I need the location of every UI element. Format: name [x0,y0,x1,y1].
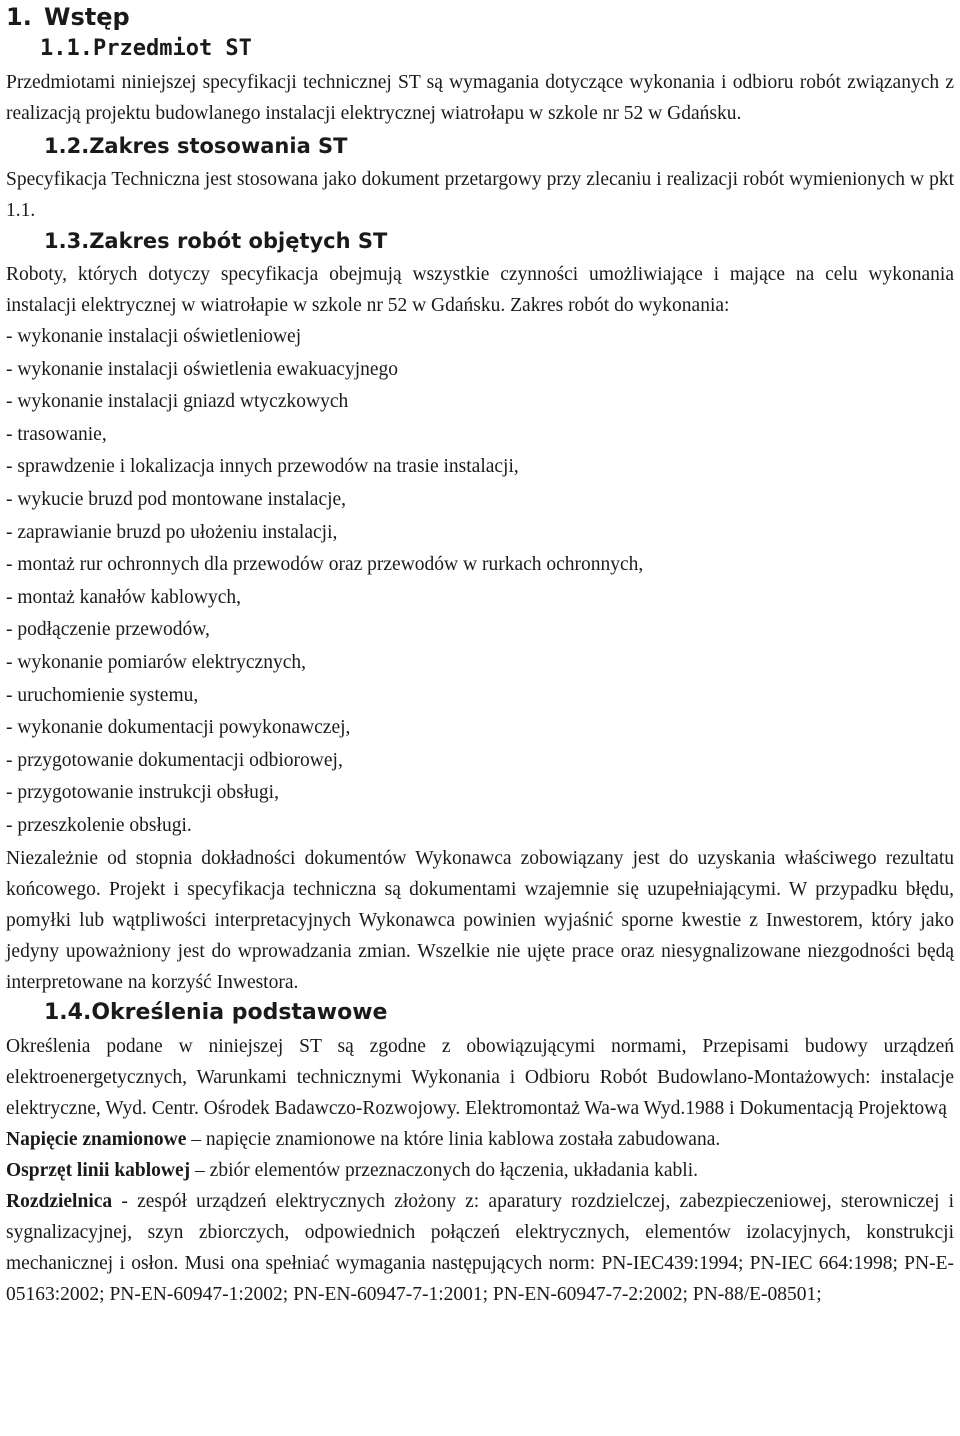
definition-term: Napięcie znamionowe [6,1128,187,1150]
definition-text: - zespół urządzeń elektrycznych złożony z: aparatury rozdzielczej, zabezpieczeniowej, sterowniczej i sygnalizacyjnej, szyn zbiorczych, odpowiednich połączeń elektrycznych, elementów izolacyjnych, konstrukcji mechanicznej i osłon. Musi ona spełniać wymagania następujących norm: PN-IEC439:1994; PN-IEC 664:1998; PN-E-05163:2002; PN-EN-60947-1:2002; PN-EN-60947-7-1:2001; PN-EN-60947-7-2:2002; PN-88/E-08501; [6,1190,954,1305]
definition-text: – napięcie znamionowe na które linia kablowa została zabudowana. [186,1128,721,1150]
list-item: - wykonanie instalacji oświetlenia ewakuacyjnego [6,358,399,380]
subsection-title: Przedmiot ST [92,36,252,61]
list-item: - przeszkolenie obsługi. [6,814,192,836]
subsection-number: 1.3. [44,229,90,253]
paragraph-closing: Niezależnie od stopnia dokładności dokumentów Wykonawca zobowiązany jest do uzyskania właściwego rezultatu końcowego. Projekt i specyfikacja techniczna są dokumentami wzajemnie się uzupełniającymi. W przypadku błędu, pomyłki lub wątpliwości interpretacyjnych Wykonawca powinien wyjaśnić sporne kwestie z Inwestorem, który jako jedyny upoważniony jest do wprowadzania zmian. Wszelkie nie ujęte prace oraz niesygnalizowane niezgodności będą interpretowane na korzyść Inwestora. [6,847,954,993]
list-item: - przygotowanie instrukcji obsługi, [6,782,279,804]
list-item: - wykucie bruzd pod montowane instalacje, [6,488,347,510]
list-item: - montaż rur ochronnych dla przewodów oraz przewodów w rurkach ochronnych, [6,554,644,576]
list-item: - wykonanie pomiarów elektrycznych, [6,651,306,673]
paragraph-przedmiot: Przedmiotami niniejszej specyfikacji technicznej ST są wymagania dotyczące wykonania i odbioru robót związanych z realizacją projektu budowlanego instalacji elektrycznej wiatrołapu w szkole nr 52 w Gdańsku. [6,72,954,124]
list-item: - podłączenie przewodów, [6,619,210,641]
definition-rozdzielnica [6,1186,954,1310]
subsection-heading-1-4 [6,998,954,1031]
scope-list [6,321,954,843]
list-item: - uruchomienie systemu, [6,684,199,706]
paragraph-zakres-robot: Roboty, których dotyczy specyfikacja obejmują wszystkie czynności umożliwiające i mające na celu wykonania instalacji elektrycznej w wiatrołapie w szkole nr 52 w Gdańsku. Zakres robót do wykonania: [6,264,954,316]
subsection-number: 1.1. [40,36,93,61]
list-item: - wykonanie instalacji oświetleniowej [6,326,302,347]
document-page [6,0,954,1310]
list-item: - montaż kanałów kablowych, [6,586,242,608]
paragraph-okreslenia: Określenia podane w niniejszej ST są zgodne z obowiązującymi normami, Przepisami budowy urządzeń elektroenergetycznych, Warunkami technicznymi Wykonania i Odbioru Robót Budowlano-Montażowych: instalacje elektryczne, Wyd. Centr. Ośrodek Badawczo-Rozwojowy. Elektromontaż Wa-wa Wyd.1988 i Dokumentacją Projektową [6,1035,954,1119]
definition-term: Osprzęt linii kablowej [6,1159,191,1181]
subsection-title: Zakres stosowania ST [89,134,348,158]
subsection-title: Zakres robót objętych ST [89,229,388,253]
list-item: - przygotowanie dokumentacji odbiorowej, [6,749,343,771]
subsection-heading-1-2 [6,131,954,164]
subsection-title: Określenia podstawowe [91,999,388,1025]
list-item: - wykonanie dokumentacji powykonawczej, [6,717,351,739]
section-number: 1. [6,3,32,31]
list-item: - trasowanie, [6,423,107,445]
definition-text: – zbiór elementów przeznaczonych do łączenia, układania kabli. [190,1159,699,1181]
definition-term: Rozdzielnica [6,1190,113,1212]
section-title: Wstęp [44,3,130,31]
paragraph-zakres-stosowania: Specyfikacja Techniczna jest stosowana jako dokument przetargowy przy zlecaniu i realizacji robót wymienionych w pkt 1.1. [6,169,954,221]
list-item: - sprawdzenie i lokalizacja innych przewodów na trasie instalacji, [6,456,519,478]
subsection-number: 1.4. [44,999,92,1025]
definition-osprzet [6,1155,954,1186]
subsection-heading-1-3 [6,226,954,259]
list-item: - zaprawianie bruzd po ułożeniu instalacji, [6,521,338,543]
definition-napiecie [6,1124,954,1155]
list-item: - wykonanie instalacji gniazd wtyczkowych [6,391,349,413]
section-heading-wstep [6,0,954,34]
subsection-number: 1.2. [44,134,90,158]
subsection-heading-1-1 [6,34,954,67]
